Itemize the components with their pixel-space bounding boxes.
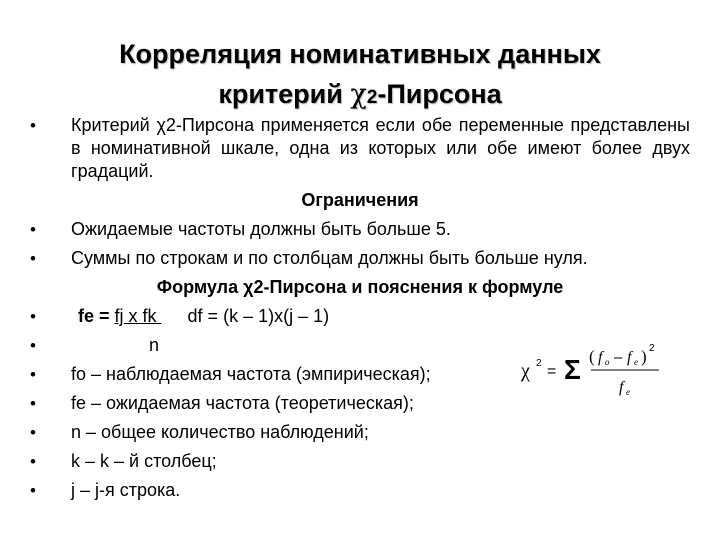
title-line-2 — [0, 74, 720, 118]
bullet-icon: • — [30, 394, 36, 413]
limit-2-text: Суммы по строкам и по столбцам должны быть больше нуля. — [71, 248, 588, 268]
k-text: k – k – й столбец; — [71, 451, 217, 471]
intro-text: Критерий χ2-Пирсона применяется если обе переменные представлены в номинативной шкале, одна из которых или обе имеют более двух градаций. — [71, 115, 690, 181]
title-line-2-pre: критерий — [218, 79, 351, 109]
slide-body — [30, 114, 690, 502]
fe-text: fe – ожидаемая частота (теоретическая); — [71, 393, 414, 413]
df-formula: df = (k – 1)x(j – 1) — [187, 306, 330, 326]
bullet-icon: • — [30, 452, 36, 471]
formula-chi: χ — [521, 360, 530, 382]
bullet-icon: • — [30, 307, 36, 326]
list-item-fe-formula — [30, 305, 690, 328]
heading-formula-post: 2-Пирсона и пояснения к формуле — [253, 277, 564, 297]
list-item-j — [30, 479, 690, 502]
slide-title — [0, 34, 720, 118]
formula-chi-sq: 2 — [536, 358, 542, 369]
formula-fo-f: f — [598, 349, 603, 366]
heading-formula — [30, 276, 690, 299]
bullet-icon: • — [30, 336, 36, 355]
title-superscript: 2 — [366, 87, 378, 108]
bullet-icon: • — [30, 423, 36, 442]
bullet-icon: • — [30, 365, 36, 384]
formula-equals: = — [547, 363, 557, 380]
formula-fe-f: f — [627, 349, 632, 366]
list-item-limit-2 — [30, 247, 690, 270]
formula-sum-icon: Σ — [564, 354, 581, 385]
fe-numerator: fj x fk — [114, 306, 162, 326]
bullet-icon: • — [30, 249, 36, 268]
limit-1-text: Ожидаемые частоты должны быть больше 5. — [71, 219, 451, 239]
title-line-2-post: -Пирсона — [377, 79, 502, 109]
formula-fo-sub: o — [605, 357, 610, 367]
formula-denominator-sub: e — [626, 387, 630, 397]
heading-formula-chi: χ — [243, 277, 254, 297]
list-item-k — [30, 450, 690, 473]
title-line-1: Корреляция номинативных данных — [119, 39, 601, 69]
fe-denominator: n — [149, 335, 160, 355]
bullet-icon: • — [30, 481, 36, 500]
list-item-intro — [30, 114, 690, 183]
chi-square-formula-graphic — [519, 335, 679, 403]
list-item-limit-1 — [30, 218, 690, 241]
title-chi-symbol: χ — [350, 79, 367, 110]
formula-denominator-f: f — [619, 379, 624, 396]
formula-minus: – — [614, 349, 623, 366]
j-text: j – j-я строка. — [71, 480, 181, 500]
n-text: n – общее количество наблюдений; — [71, 422, 369, 442]
heading-formula-pre: Формула — [156, 277, 244, 297]
list-item-n — [30, 421, 690, 444]
fe-label: fe = — [78, 306, 115, 326]
heading-limits: Ограничения — [301, 190, 419, 210]
bullet-icon: • — [30, 220, 36, 239]
formula-rparen: ) — [641, 347, 647, 366]
formula-numerator-sq: 2 — [649, 343, 655, 354]
formula-fe-sub: e — [634, 357, 638, 367]
bullet-icon: • — [30, 116, 36, 135]
formula-lparen: ( — [589, 347, 595, 366]
fo-text: fo – наблюдаемая частота (эмпирическая); — [71, 364, 431, 384]
chi-square-formula — [519, 335, 679, 403]
